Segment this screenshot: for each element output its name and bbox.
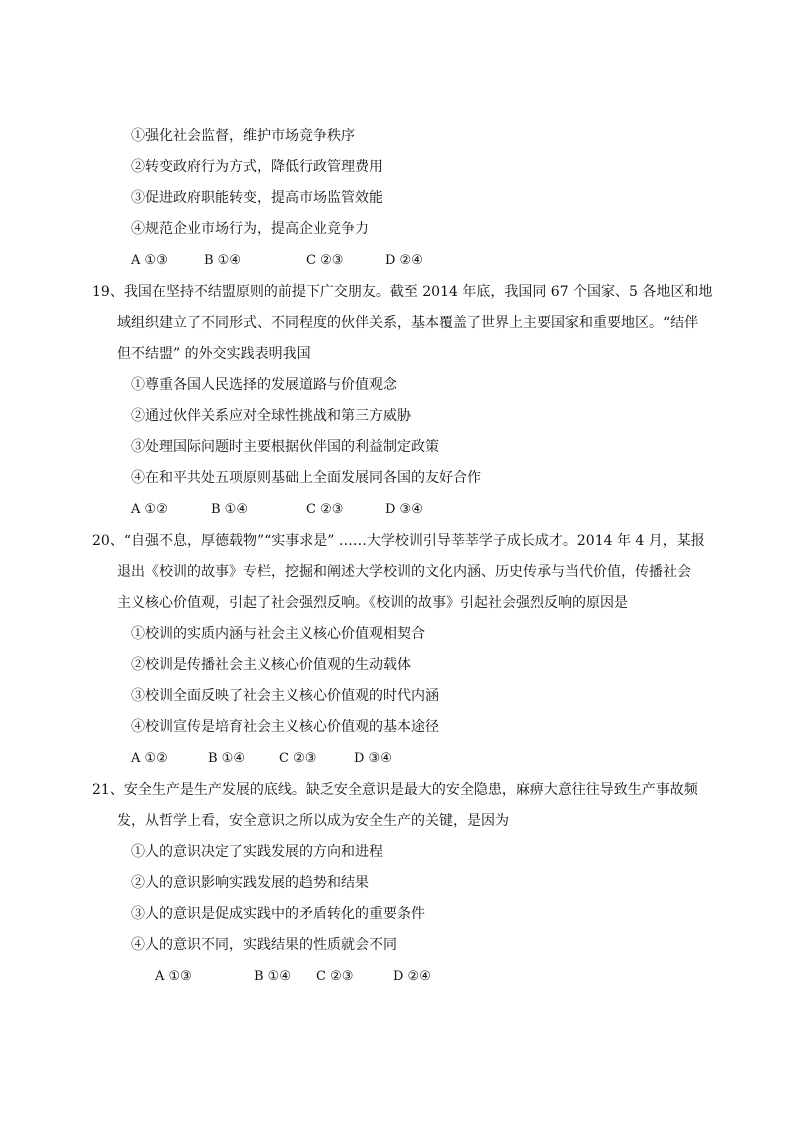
- q20-option-2: ②校训是传播社会主义核心价值观的生动载体: [131, 657, 411, 673]
- q19-option-4: ④在和平共处五项原则基础上全面发展同各国的友好合作: [131, 470, 481, 486]
- q20-answer-d: D ③④: [354, 751, 392, 766]
- q20-answer-c: C ②③: [279, 751, 317, 766]
- q19-stem-line-3: 但不结盟” 的外交实践表明我国: [117, 346, 311, 362]
- q20-option-3: ③校训全面反映了社会主义核心价值观的时代内涵: [131, 688, 439, 704]
- q19-option-2: ②通过伙伴关系应对全球性挑战和第三方威胁: [131, 408, 411, 424]
- q20-answer-b: B ①④: [208, 751, 245, 766]
- q18-answer-d: D ②④: [385, 253, 423, 268]
- q20-option-1: ①校训的实质内涵与社会主义核心价值观相契合: [131, 626, 425, 642]
- q21-answer-c: C ②③: [316, 969, 354, 984]
- q19-option-3: ③处理国际问题时主要根据伙伴国的利益制定政策: [131, 439, 439, 455]
- q21-stem-line-1: 21、安全生产是生产发展的底线。缺乏安全意识是最大的安全隐患，麻痹大意往往导致生产事故频: [92, 782, 698, 798]
- q21-option-4: ④人的意识不同，实践结果的性质就会不同: [131, 937, 397, 953]
- q19-stem-line-2: 域组织建立了不同形式、不同程度的伙伴关系，基本覆盖了世界上主要国家和重要地区。“结伴: [117, 315, 699, 331]
- q21-option-2: ②人的意识影响实践发展的趋势和结果: [131, 875, 369, 891]
- q21-answer-b: B ①④: [254, 969, 291, 984]
- q20-stem-line-3: 主义核心价值观，引起了社会强烈反响。《校训的故事》引起社会强烈反响的原因是: [117, 595, 628, 611]
- q20-stem-line-2: 退出《校训的故事》专栏，挖掘和阐述大学校训的文化内涵、历史传承与当代价值，传播社会: [117, 564, 691, 580]
- q19-answer-c: C ②③: [306, 502, 344, 517]
- q18-option-3: ③促进政府职能转变，提高市场监管效能: [131, 190, 383, 206]
- q21-answer-a: A ①③: [155, 969, 192, 984]
- q21-answer-d: D ②④: [393, 969, 431, 984]
- q19-answer-b: B ①④: [211, 502, 248, 517]
- q21-option-3: ③人的意识是促成实践中的矛盾转化的重要条件: [131, 906, 425, 922]
- q21-option-1: ①人的意识决定了实践发展的方向和进程: [131, 844, 383, 860]
- q21-stem-line-2: 发，从哲学上看，安全意识之所以成为安全生产的关键，是因为: [117, 813, 509, 829]
- q19-answer-a: A ①②: [131, 502, 168, 517]
- q20-option-4: ④校训宣传是培育社会主义核心价值观的基本途径: [131, 719, 439, 735]
- q19-answer-d: D ③④: [385, 502, 423, 517]
- q18-option-1: ①强化社会监督，维护市场竞争秩序: [131, 128, 355, 144]
- q20-answer-a: A ①②: [131, 751, 168, 766]
- q18-answer-a: A ①③: [131, 253, 168, 268]
- q18-answer-b: B ①④: [204, 253, 241, 268]
- q18-answer-c: C ②③: [306, 253, 344, 268]
- q18-option-4: ④规范企业市场行为，提高企业竞争力: [131, 221, 369, 237]
- q20-stem-line-1: 20、“自强不息，厚德载物”“实事求是” ……大学校训引导莘莘学子成长成才。2014 年 4 月，某报: [92, 533, 705, 549]
- q19-stem-line-1: 19、我国在坚持不结盟原则的前提下广交朋友。截至 2014 年底，我国同 67 个国家、5 各地区和地: [92, 284, 713, 300]
- q19-option-1: ①尊重各国人民选择的发展道路与价值观念: [131, 377, 397, 393]
- q18-option-2: ②转变政府行为方式，降低行政管理费用: [131, 159, 383, 175]
